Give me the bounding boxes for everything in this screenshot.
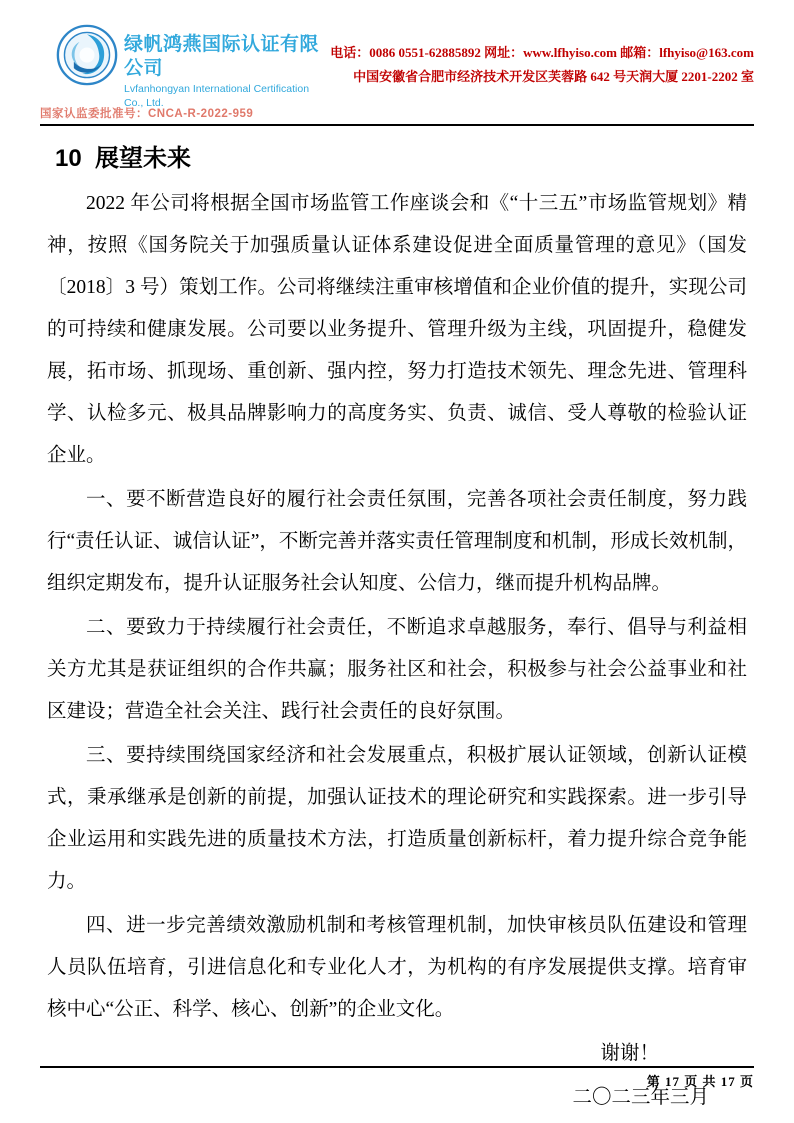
company-name-zh: 绿帆鸿燕国际认证有限公司 <box>124 34 320 79</box>
letterhead-left <box>40 24 330 121</box>
section-title: 10 展望未来 <box>55 145 192 172</box>
contact-line-2: 中国安徽省合肥市经济技术开发区芙蓉路 642 号天润大厦 2201-2202 室 <box>353 69 754 84</box>
body-paragraph-5: 四、进一步完善绩效激励机制和考核管理机制，加快审核员队伍建设和管理人员队伍培育，引进信息化和专业化人才，为机构的有序发展提供支撑。培育审核中心“公正、科学、核心、创新”的企业文化。 <box>47 915 747 1020</box>
closing-date: 二〇二三年三月 <box>572 1087 709 1108</box>
logo-row <box>40 24 330 110</box>
company-logo <box>56 24 118 86</box>
contact-line-1: 电话：0086 0551-62885892 网址：www.lfhyiso.com 邮箱：lfhyiso@163.com <box>330 45 754 60</box>
page-number: 第 17 页 共 17 页 <box>646 1074 754 1089</box>
company-name-en: Lvfanhongyan International Certification Co., Ltd. <box>124 83 310 109</box>
footer-divider <box>40 1066 754 1068</box>
logo-swirl-icon <box>56 24 118 86</box>
body-paragraph-2: 一、要不断营造良好的履行社会责任氛围，完善各项社会责任制度，努力践行“责任认证、诚信认证”，不断完善并落实责任管理制度和机制，形成长效机制，组织定期发布，提升认证服务社会认知度、公信力，继而提升机构品牌。 <box>47 489 747 594</box>
letterhead <box>40 24 754 126</box>
company-names <box>124 33 330 110</box>
document-body <box>47 183 747 1119</box>
body-paragraph-4: 三、要持续围绕国家经济和社会发展重点，积极扩展认证领域，创新认证模式，秉承继承是创新的前提，加强认证技术的理论研究和实践探索。进一步引导企业运用和实践先进的质量技术方法，打造质量创新标杆，着力提升综合竞争能力。 <box>47 745 747 892</box>
approval-number: 国家认监委批准号：CNCA-R-2022-959 <box>40 108 254 120</box>
closing-thanks: 谢谢！ <box>600 1043 659 1064</box>
body-paragraph-3: 二、要致力于持续履行社会责任，不断追求卓越服务，奉行、倡导与利益相关方尤其是获证组织的合作共赢；服务社区和社会，积极参与社会公益事业和社区建设；营造全社会关注、践行社会责任的良好氛围。 <box>47 617 747 722</box>
page-footer <box>40 1066 754 1090</box>
letterhead-contact <box>330 41 754 89</box>
body-paragraph-1: 2022 年公司将根据全国市场监管工作座谈会和《“十三五”市场监管规划》精神，按照《国务院关于加强质量认证体系建设促进全面质量管理的意见》（国发〔2018〕3 号）策划工作。公司将继续注重审核增值和企业价值的提升，实现公司的可持续和健康发展。公司要以业务提升、管理升级为主线，巩固提升，稳健发展，拓市场、抓现场、重创新、强内控，努力打造技术领先、理念先进、管理科学、认检多元、极具品牌影响力的高度务实、负责、诚信、受人尊敬的检验认证企业。 <box>47 193 747 466</box>
